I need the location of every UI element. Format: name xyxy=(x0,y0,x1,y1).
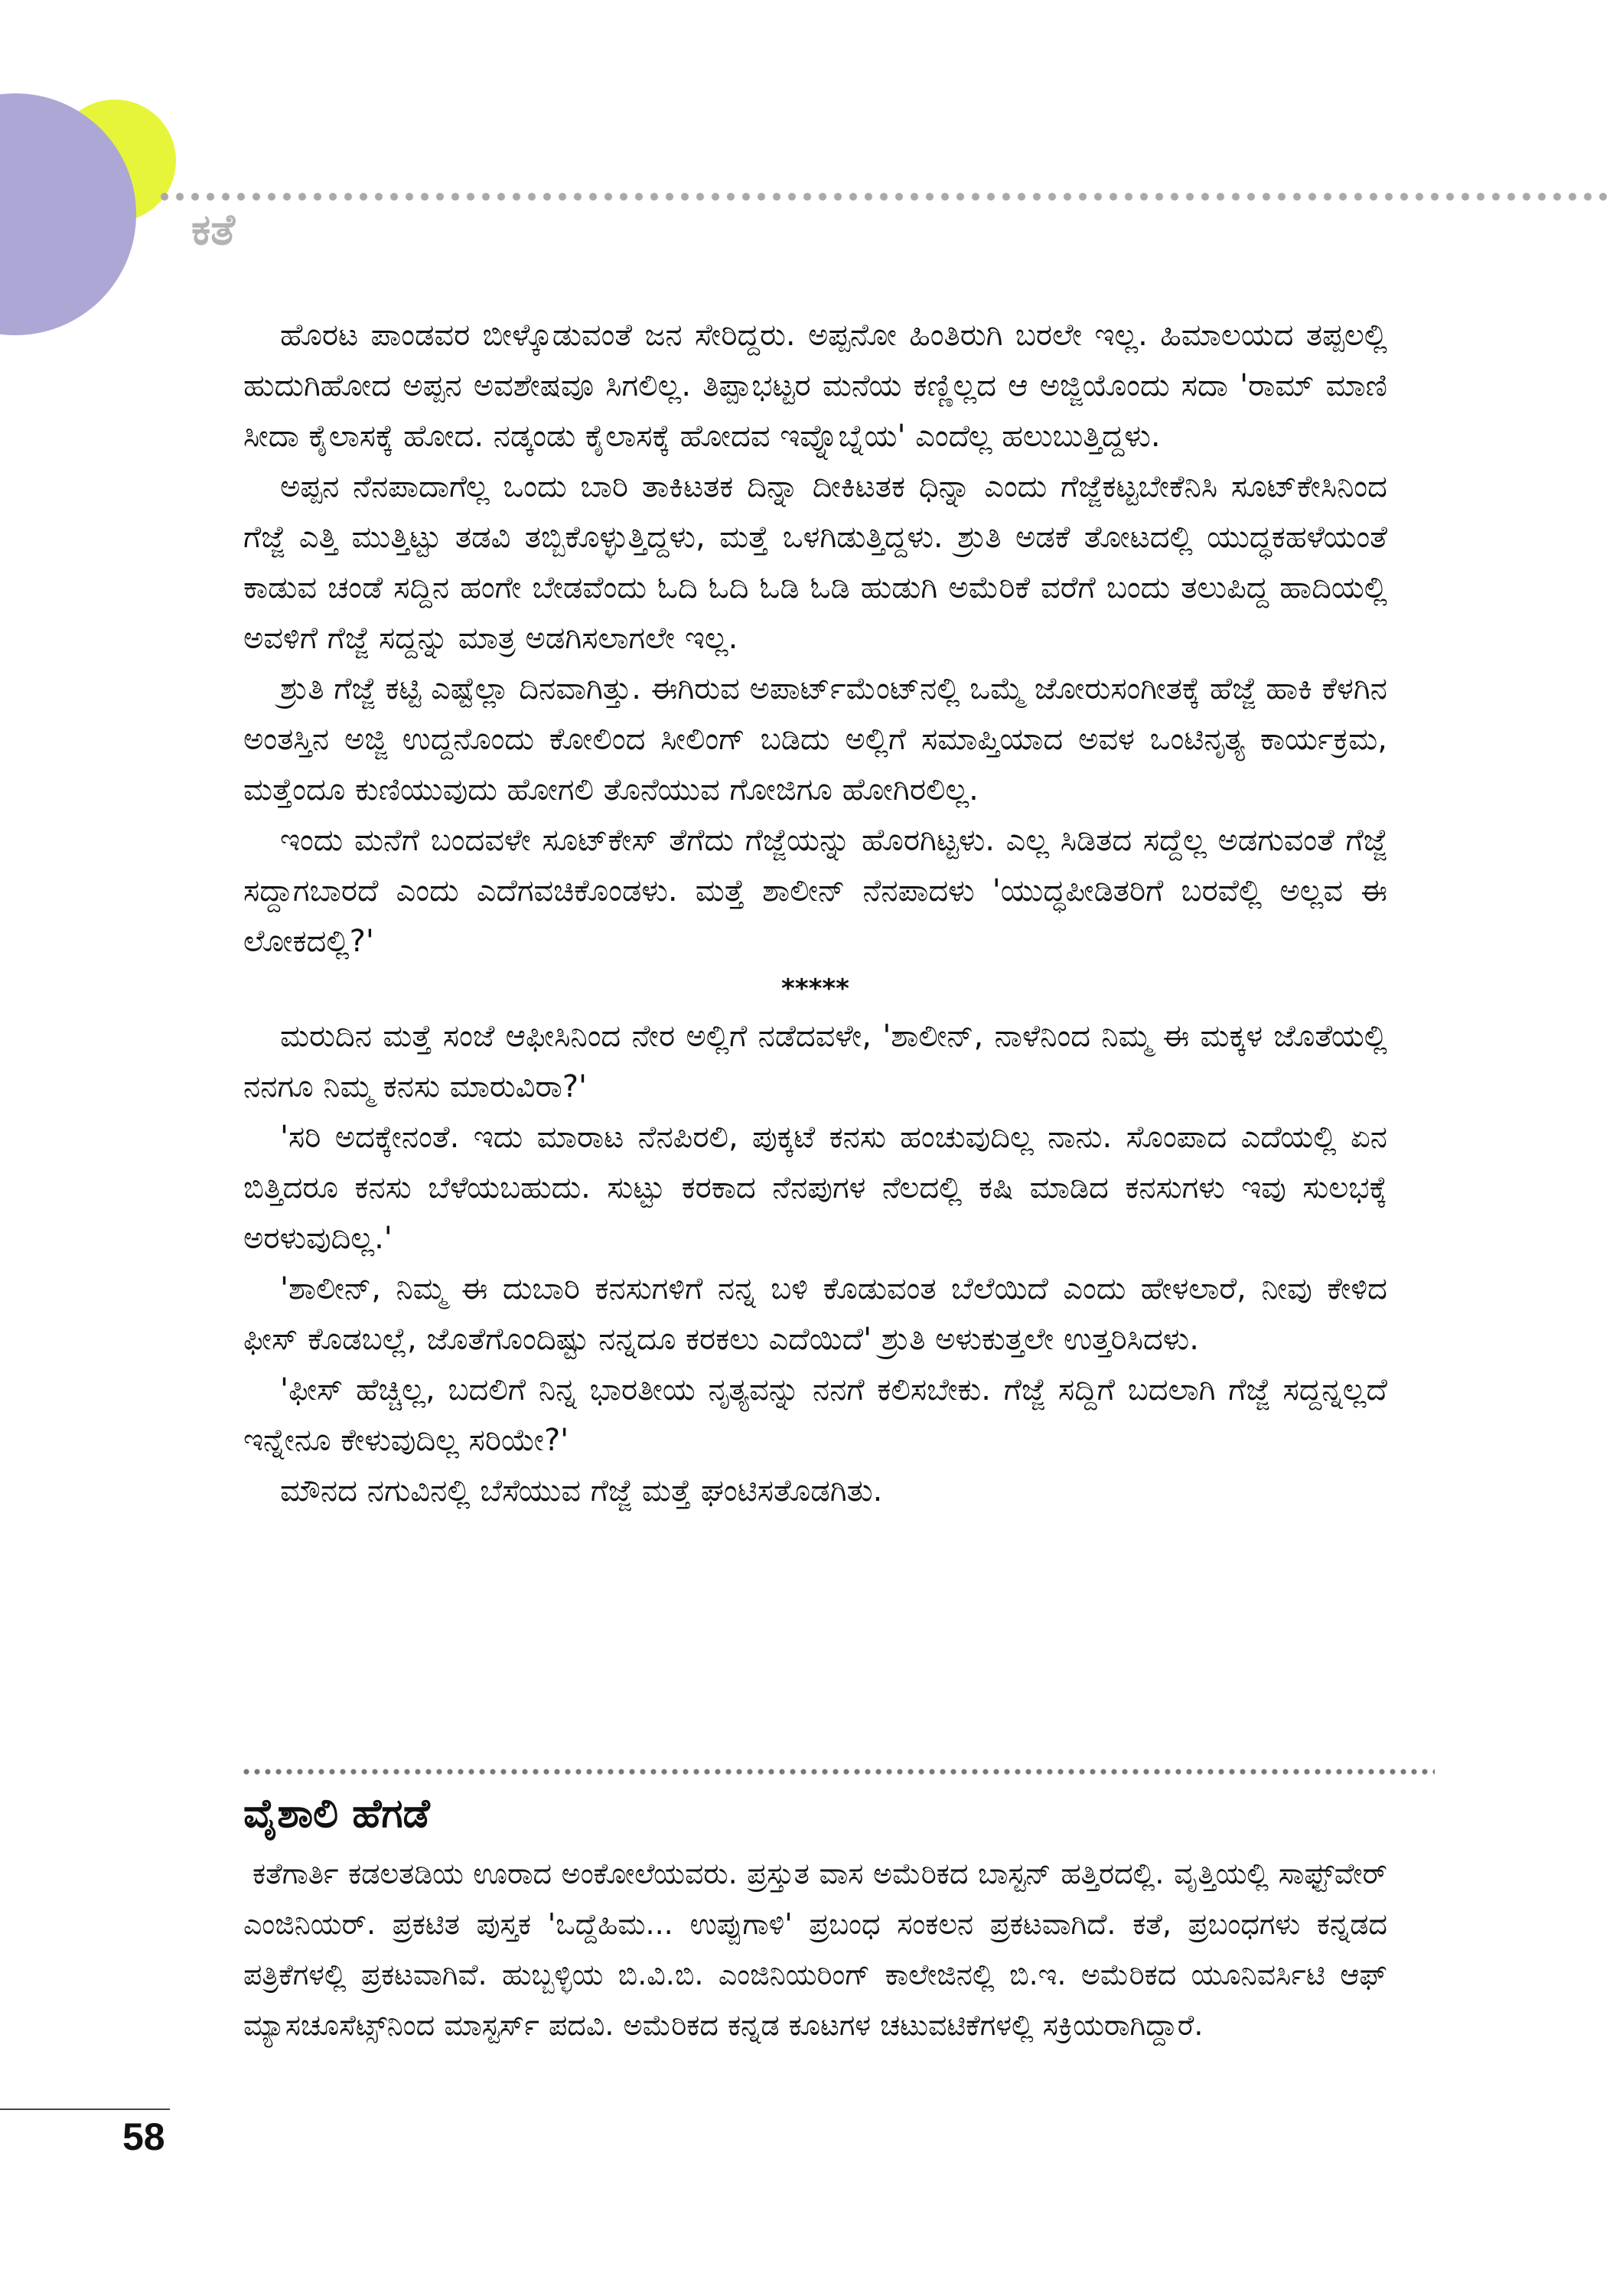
section-separator: ***** xyxy=(781,974,849,1004)
section-label: ಕತೆ xyxy=(191,205,236,255)
story-body xyxy=(243,310,1387,1516)
author-dotted-rule xyxy=(241,1768,1435,1776)
story-paragraph: ಶ್ರುತಿ ಗೆಜ್ಜೆ ಕಟ್ಟಿ ಎಷ್ಟೆಲ್ಲಾ ದಿನವಾಗಿತ್ತು. ಈಗಿರುವ ಅಪಾರ್ಟ್‌ಮೆಂಟ್‌ನಲ್ಲಿ ಒಮ್ಮೆ ಜೋರುಸಂಗೀತಕ್ಕೆ ಹೆಜ್ಜೆ ಹಾಕಿ ಕೆಳಗಿನ ಅಂತಸ್ತಿನ ಅಜ್ಜಿ ಉದ್ದನೊಂದು ಕೋಲಿಂದ ಸೀಲಿಂಗ್ ಬಡಿದು ಅಲ್ಲಿಗೆ ಸಮಾಪ್ತಿಯಾದ ಅವಳ ಒಂಟಿನೃತ್ಯ ಕಾರ್ಯಕ್ರಮ, ಮತ್ತೆಂದೂ ಕುಣಿಯುವುದು ಹೋಗಲಿ ತೊನೆಯುವ ಗೋಜಿಗೂ ಹೋಗಿರಲಿಲ್ಲ. xyxy=(243,671,1387,807)
story-paragraph: ಮರುದಿನ ಮತ್ತೆ ಸಂಜೆ ಆಫೀಸಿನಿಂದ ನೇರ ಅಲ್ಲಿಗೆ ನಡೆದವಳೇ, 'ಶಾಲೀನ್, ನಾಳೆನಿಂದ ನಿಮ್ಮ ಈ ಮಕ್ಕಳ ಜೊತೆಯಲ್ಲಿ ನನಗೂ ನಿಮ್ಮ ಕನಸು ಮಾರುವಿರಾ?' xyxy=(243,1019,1387,1104)
footer-rule xyxy=(0,2108,170,2110)
story-paragraph: ಹೊರಟ ಪಾಂಡವರ ಬೀಳ್ಕೊಡುವಂತೆ ಜನ ಸೇರಿದ್ದರು. ಅಪ್ಪನೋ ಹಿಂತಿರುಗಿ ಬರಲೇ ಇಲ್ಲ. ಹಿಮಾಲಯದ ತಪ್ಪಲಲ್ಲಿ ಹುದುಗಿಹೋದ ಅಪ್ಪನ ಅವಶೇಷವೂ ಸಿಗಲಿಲ್ಲ. ತಿಪ್ಪಾಭಟ್ಟರ ಮನೆಯ ಕಣ್ಣಿಲ್ಲದ ಆ ಅಜ್ಜಿಯೊಂದು ಸದಾ 'ರಾಮ್ ಮಾಣಿ ಸೀದಾ ಕೈಲಾಸಕ್ಕೆ ಹೋದ. ನಡ್ಕಂಡು ಕೈಲಾಸಕ್ಕೆ ಹೋದವ ಇವ್ನೊಬ್ನೆಯ' ಎಂದೆಲ್ಲ ಹಲುಬುತ್ತಿದ್ದಳು. xyxy=(243,318,1387,454)
story-paragraph: 'ಫೀಸ್ ಹೆಚ್ಚಿಲ್ಲ, ಬದಲಿಗೆ ನಿನ್ನ ಭಾರತೀಯ ನೃತ್ಯವನ್ನು ನನಗೆ ಕಲಿಸಬೇಕು. ಗೆಜ್ಜೆ ಸದ್ದಿಗೆ ಬದಲಾಗಿ ಗೆಜ್ಜೆ ಸದ್ದನ್ನಲ್ಲದೆ ಇನ್ನೇನೂ ಕೇಳುವುದಿಲ್ಲ ಸರಿಯೇ?' xyxy=(243,1372,1387,1458)
page-number: 58 xyxy=(122,2115,165,2158)
header-dotted-rule xyxy=(157,191,1611,202)
author-name: ವೈಶಾಲಿ ಹೆಗಡೆ xyxy=(243,1791,430,1837)
story-paragraph: 'ಶಾಲೀನ್, ನಿಮ್ಮ ಈ ದುಬಾರಿ ಕನಸುಗಳಿಗೆ ನನ್ನ ಬಳಿ ಕೊಡುವಂತ ಬೆಲೆಯಿದೆ ಎಂದು ಹೇಳಲಾರೆ, ನೀವು ಕೇಳಿದ ಫೀಸ್ ಕೊಡಬಲ್ಲೆ, ಜೊತೆಗೊಂದಿಷ್ಟು ನನ್ನದೂ ಕರಕಲು ಎದೆಯಿದೆ' ಶ್ರುತಿ ಅಳುಕುತ್ತಲೇ ಉತ್ತರಿಸಿದಳು. xyxy=(243,1271,1387,1357)
story-paragraph: 'ಸರಿ ಅದಕ್ಕೇನಂತೆ. ಇದು ಮಾರಾಟ ನೆನಪಿರಲಿ, ಪುಕ್ಕಟೆ ಕನಸು ಹಂಚುವುದಿಲ್ಲ ನಾನು. ಸೊಂಪಾದ ಎದೆಯಲ್ಲಿ ಏನ ಬಿತ್ತಿದರೂ ಕನಸು ಬೆಳೆಯಬಹುದು. ಸುಟ್ಟು ಕರಕಾದ ನೆನಪುಗಳ ನೆಲದಲ್ಲಿ ಕಷಿ ಮಾಡಿದ ಕನಸುಗಳು ಇವು ಸುಲಭಕ್ಕೆ ಅರಳುವುದಿಲ್ಲ.' xyxy=(243,1120,1387,1256)
story-paragraph: ಇಂದು ಮನೆಗೆ ಬಂದವಳೇ ಸೂಟ್‌ಕೇಸ್ ತೆಗೆದು ಗೆಜ್ಜೆಯನ್ನು ಹೊರಗಿಟ್ಟಳು. ಎಲ್ಲ ಸಿಡಿತದ ಸದ್ದೆಲ್ಲ ಅಡಗುವಂತೆ ಗೆಜ್ಜೆ ಸದ್ದಾಗಬಾರದೆ ಎಂದು ಎದೆಗವಚಿಕೊಂಡಳು. ಮತ್ತೆ ಶಾಲೀನ್ ನೆನಪಾದಳು 'ಯುದ್ಧಪೀಡಿತರಿಗೆ ಬರವೆಲ್ಲಿ ಅಲ್ಲವ ಈ ಲೋಕದಲ್ಲಿ?' xyxy=(243,823,1387,959)
corner-decoration xyxy=(0,0,184,337)
author-bio: ಕತೆಗಾರ್ತಿ ಕಡಲತಡಿಯ ಊರಾದ ಅಂಕೋಲೆಯವರು. ಪ್ರಸ್ತುತ ವಾಸ ಅಮೆರಿಕದ ಬಾಸ್ಟನ್ ಹತ್ತಿರದಲ್ಲಿ. ವೃತ್ತಿಯಲ್ಲಿ ಸಾಫ್ಟ್‌ವೇರ್ ಎಂಜಿನಿಯರ್. ಪ್ರಕಟಿತ ಪುಸ್ತಕ 'ಒದ್ದೆಹಿಮ... ಉಪ್ಪುಗಾಳಿ' ಪ್ರಬಂಧ ಸಂಕಲನ ಪ್ರಕಟವಾಗಿದೆ. ಕತೆ, ಪ್ರಬಂಧಗಳು ಕನ್ನಡದ ಪತ್ರಿಕೆಗಳಲ್ಲಿ ಪ್ರಕಟವಾಗಿವೆ. ಹುಬ್ಬಳ್ಳಿಯ ಬಿ.ವಿ.ಬಿ. ಎಂಜಿನಿಯರಿಂಗ್ ಕಾಲೇಜಿನಲ್ಲಿ ಬಿ.ಇ. ಅಮೆರಿಕದ ಯೂನಿವರ್ಸಿಟಿ ಆಫ್ ಮ್ಯಾಸಚೂಸೆಟ್ಸ್‌ನಿಂದ ಮಾಸ್ಟರ್ಸ್ ಪದವಿ. ಅಮೆರಿಕದ ಕನ್ನಡ ಕೂಟಗಳ ಚಟುವಟಿಕೆಗಳಲ್ಲಿ ಸಕ್ರಿಯರಾಗಿದ್ದಾರೆ. xyxy=(243,1857,1387,2042)
story-paragraph: ಮೌನದ ನಗುವಿನಲ್ಲಿ ಬೆಸೆಯುವ ಗೆಜ್ಜೆ ಮತ್ತೆ ಘಂಟಿಸತೊಡಗಿತು. xyxy=(280,1473,883,1508)
story-paragraph: ಅಪ್ಪನ ನೆನಪಾದಾಗೆಲ್ಲ ಒಂದು ಬಾರಿ ತಾಕಿಟತಕ ದಿನ್ನಾ ದೀಕಿಟತಕ ಧಿನ್ನಾ ಎಂದು ಗೆಜ್ಜೆಕಟ್ಟಬೇಕೆನಿಸಿ ಸೂಟ್‌ಕೇಸಿನಿಂದ ಗೆಜ್ಜೆ ಎತ್ತಿ ಮುತ್ತಿಟ್ಟು ತಡವಿ ತಬ್ಬಿಕೊಳ್ಳುತ್ತಿದ್ದಳು, ಮತ್ತೆ ಒಳಗಿಡುತ್ತಿದ್ದಳು. ಶ್ರುತಿ ಅಡಕೆ ತೋಟದಲ್ಲಿ ಯುದ್ಧಕಹಳೆಯಂತೆ ಕಾಡುವ ಚಂಡೆ ಸದ್ದಿನ ಹಂಗೇ ಬೇಡವೆಂದು ಓದಿ ಓದಿ ಓಡಿ ಓಡಿ ಹುಡುಗಿ ಅಮೆರಿಕೆ ವರೆಗೆ ಬಂದು ತಲುಪಿದ್ದ ಹಾದಿಯಲ್ಲಿ ಅವಳಿಗೆ ಗೆಜ್ಜೆ ಸದ್ದನ್ನು ಮಾತ್ರ ಅಡಗಿಸಲಾಗಲೇ ಇಲ್ಲ. xyxy=(243,469,1387,656)
